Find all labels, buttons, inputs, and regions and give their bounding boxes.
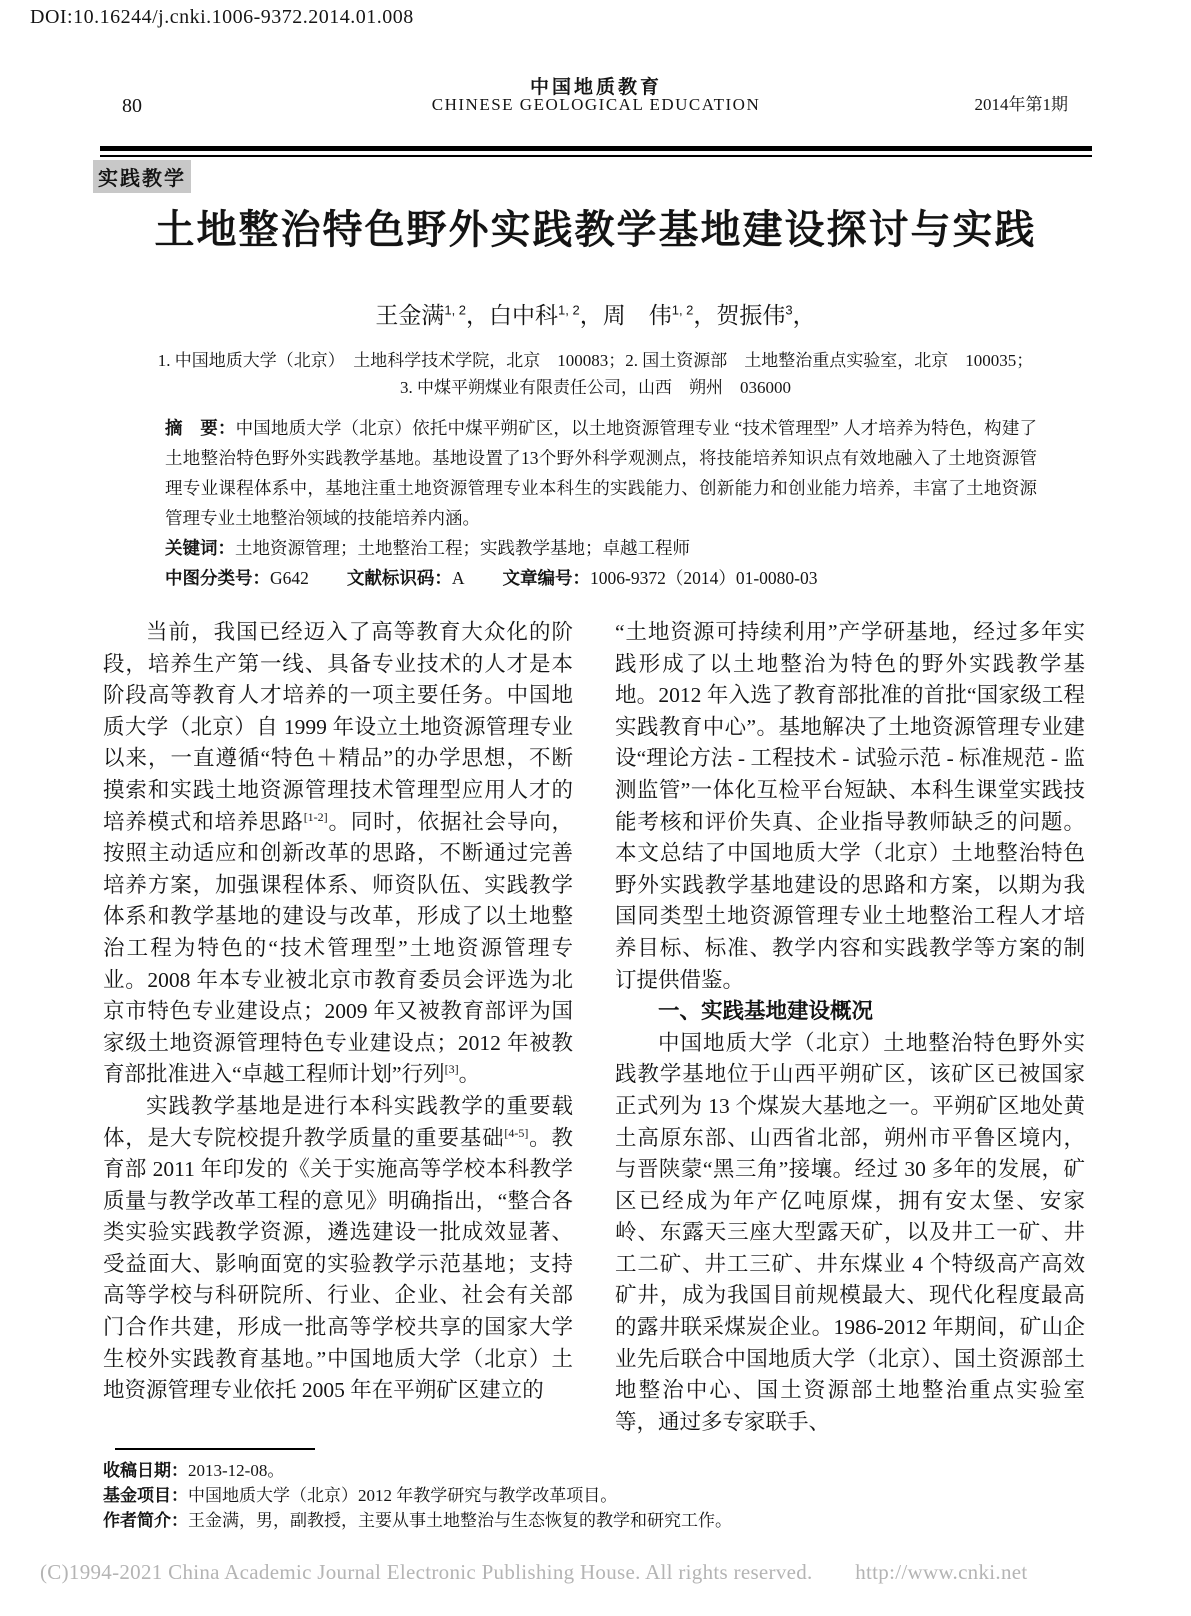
article-id-value: 1006-9372（2014）01-0080-03 [590,568,818,588]
abstract [165,413,1037,533]
classification-line [165,563,1037,593]
footnotes [103,1458,1003,1533]
author-separator: ， [466,302,490,328]
section-heading: 一、实践基地建设概况 [658,999,874,1024]
reference-superscript: [4-5] [504,1125,529,1140]
right-column [615,617,1085,1438]
page-header [100,72,1092,118]
author-separator: ， [792,302,816,328]
abstract-label: 摘 要： [165,418,236,438]
section-badge: 实践教学 [93,160,191,193]
author-name: 白中科 [489,302,559,328]
keywords-label: 关键词： [165,538,235,558]
author-affiliation-superscript: 1, 2 [558,302,580,318]
header-rule-thin [100,155,1092,157]
affiliations [0,347,1191,401]
footnote-rule [115,1448,315,1450]
author-affiliation-superscript: 1, 2 [671,302,694,318]
article-meta [165,413,1037,593]
page-number: 80 [122,95,142,117]
body-paragraph: 当前，我国已经迈入了高等教育大众化的阶段，培养生产第一线、具备专业技术的人才是本阶段高等教育人才培养的一项主要任务。中国地质大学（北京）自 1999 年设立土地资源管理专业以来，一直遵循“特色＋精品”的办学思想，不断摸索和实践土地资源管理技术管理型应用人才的培养模式和培养思路[1-2]。同时，依据社会导向，按照主动适应和创新改革的思路，不断通过完善培养方案，加强课程体系、师资队伍、实践教学体系和教学基地的建设与改革，形成了以土地整治工程为特色的“技术管理型”土地资源管理专业。2008 年本专业被北京市教育委员会评选为北京市特色专业建设点；2009 年又被教育部评为国家级土地资源管理特色专业建设点；2012 年被教育部批准进入“卓越工程师计划”行列[3]。 [103,620,573,1087]
author-name: 周 伟 [602,302,672,328]
footnote-line [103,1458,1003,1483]
footnote-label: 作者简介： [103,1511,188,1530]
abstract-text: 中国地质大学（北京）依托中煤平朔矿区，以土地资源管理专业 “技术管理型” 人才培养为特色，构建了土地整治特色野外实践教学基地。基地设置了13个野外科学观测点，将技能培养知识点有效地融入了土地资源管理专业课程体系中，基地注重土地资源管理专业本科生的实践能力、创新能力和创业能力培养，丰富了土地资源管理专业土地整治领域的技能培养内涵。 [165,418,1037,528]
issue-label: 2014年第1期 [974,95,1068,114]
body-paragraph: 实践教学基地是进行本科实践教学的重要载体，是大专院校提升教学质量的重要基础[4-5]。教育部 2011 年印发的《关于实施高等学校本科教学质量与教学改革工程的意见》明确指出，“整合各类实验实践教学资源，遴选建设一批成效显著、受益面大、影响面宽的实验教学示范基地；支持高等学校与科研院所、行业、企业、社会有关部门合作共建，形成一批高等学校共享的国家大学生校外实践教育基地。”中国地质大学（北京）土地资源管理专业依托 2005 年在平朔矿区建立的 [103,1093,573,1403]
keywords-text: 土地资源管理；土地整治工程；实践教学基地；卓越工程师 [235,538,690,558]
body-paragraph: “土地资源可持续利用”产学研基地，经过多年实践形成了以土地整治为特色的野外实践教学基地。2012 年入选了教育部批准的首批“国家级工程实践教育中心”。基地解决了土地资源管理专业建设“理论方法 - 工程技术 - 试验示范 - 标准规范 - 监测监管”一体化互检平台短缺、本科生课堂实践技能考核和评价失真、企业指导教师缺乏的问题。本文总结了中国地质大学（北京）土地整治特色野外实践教学基地建设的思路和方案，以期为我国同类型土地资源管理专业土地整治工程人才培养目标、标准、教学内容和实践教学等方案的制订提供借鉴。 [615,620,1085,992]
affiliation-line: 1. 中国地质大学（北京） 土地科学技术学院，北京 100083；2. 国土资源部 土地整治重点实验室，北京 100035； [157,351,1034,370]
author-name: 王金满 [375,302,445,328]
doc-code-value: A [451,568,465,588]
article-title: 土地整治特色野外实践教学基地建设探讨与实践 [154,208,1037,252]
authors-line [0,297,1191,330]
copyright-line: (C)1994-2021 China Academic Journal Electronic Publishing House. All rights reserved. http://www.cnki.net [40,1560,1028,1584]
header-rule-thick [100,146,1092,151]
author-name: 贺振伟 [716,302,786,328]
reference-superscript: [1-2] [303,809,328,824]
body-columns [103,617,1085,1438]
keywords [165,533,1037,563]
footnote-text: 2013-12-08。 [188,1461,285,1480]
journal-title-chinese: 中国地质教育 [529,77,662,98]
footnote-line [103,1483,1003,1508]
reference-superscript: [3] [444,1062,459,1077]
footnote-label: 基金项目： [103,1486,188,1505]
journal-title-english: CHINESE GEOLOGICAL EDUCATION [431,95,761,114]
clc-label: 中图分类号： [165,568,270,588]
author-separator: ， [693,302,717,328]
clc-value: G642 [270,568,309,588]
affiliation-line: 3. 中煤平朔煤业有限责任公司，山西 朔州 036000 [400,378,791,397]
body-paragraph: 中国地质大学（北京）土地整治特色野外实践教学基地位于山西平朔矿区，该矿区已被国家正式列为 13 个煤炭大基地之一。平朔矿区地处黄土高原东部、山西省北部，朔州市平鲁区境内，与晋陕蒙“黑三角”接壤。经过 30 多年的发展，矿区已经成为年产亿吨原煤，拥有安太堡、安家岭、东露天三座大型露天矿，以及井工一矿、井工二矿、井工三矿、井东煤业 4 个特级高产高效矿井，成为我国目前规模最大、现代化程度最高的露井联采煤炭企业。1986-2012 年期间，矿山企业先后联合中国地质大学（北京）、国土资源部土地整治中心、国土资源部土地整治重点实验室等，通过多专家联手、 [615,1030,1085,1434]
author-affiliation-superscript: 3 [785,302,793,318]
author-separator: ， [579,302,603,328]
footnote-text: 中国地质大学（北京）2012 年教学研究与教学改革项目。 [188,1486,618,1505]
footnote-line [103,1508,1003,1533]
footnote-label: 收稿日期： [103,1461,188,1480]
article-id-label: 文章编号： [502,568,591,588]
footnote-text: 王金满，男，副教授，主要从事土地整治与生态恢复的教学和研究工作。 [188,1511,732,1530]
author-affiliation-superscript: 1, 2 [444,302,467,318]
doi-line: DOI:10.16244/j.cnki.1006-9372.2014.01.008 [30,6,414,28]
doc-code-label: 文献标识码： [346,568,452,588]
left-column [103,617,573,1438]
